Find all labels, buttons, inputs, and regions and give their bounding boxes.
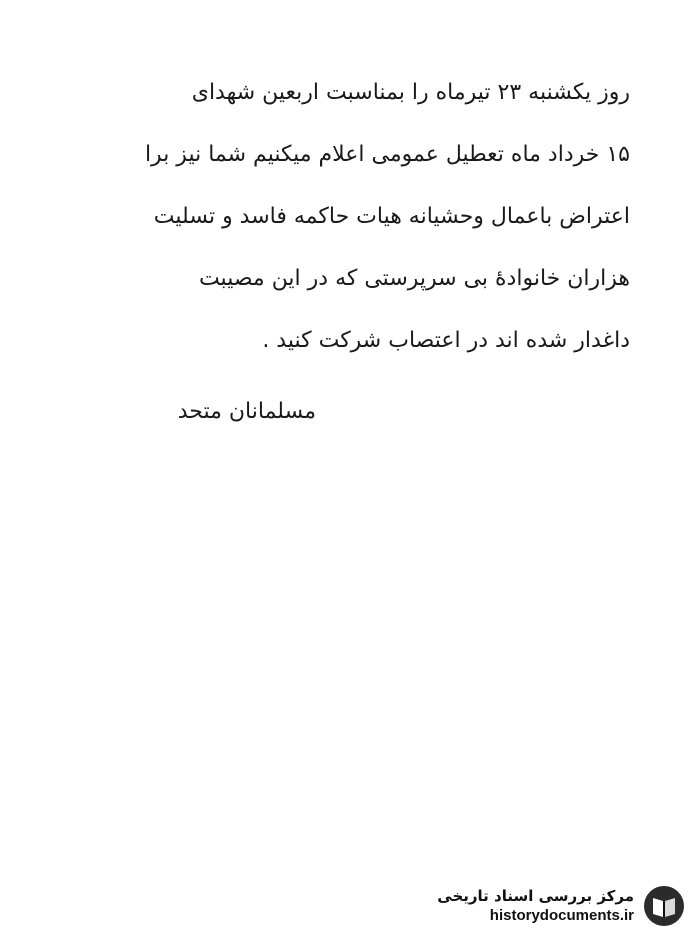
watermark — [437, 884, 686, 928]
watermark-url: historydocuments.ir — [489, 907, 634, 924]
document-line-4: هزاران خانوادهٔ بی سرپرستی که در این مصیبت — [198, 266, 630, 291]
document-body — [70, 62, 630, 372]
document-line-1: روز یکشنبه ۲۳ تیرماه را بمناسبت اربعین شهدای — [191, 80, 630, 105]
watermark-title: مرکز بررسی اسناد تاریخی — [437, 887, 634, 905]
signature: مسلمانان متحد — [177, 399, 316, 424]
book-logo-icon — [642, 884, 686, 928]
document-line-2: ۱۵ خرداد ماه تعطیل عمومی اعلام میکنیم شما نیز برا — [144, 142, 630, 167]
document-line-3: اعتراض باعمال وحشیانه هیات حاکمه فاسد و تسلیت — [153, 204, 630, 229]
watermark-text — [437, 886, 634, 926]
document-line-5: داغدار شده اند در اعتصاب شرکت کنید . — [262, 328, 630, 353]
